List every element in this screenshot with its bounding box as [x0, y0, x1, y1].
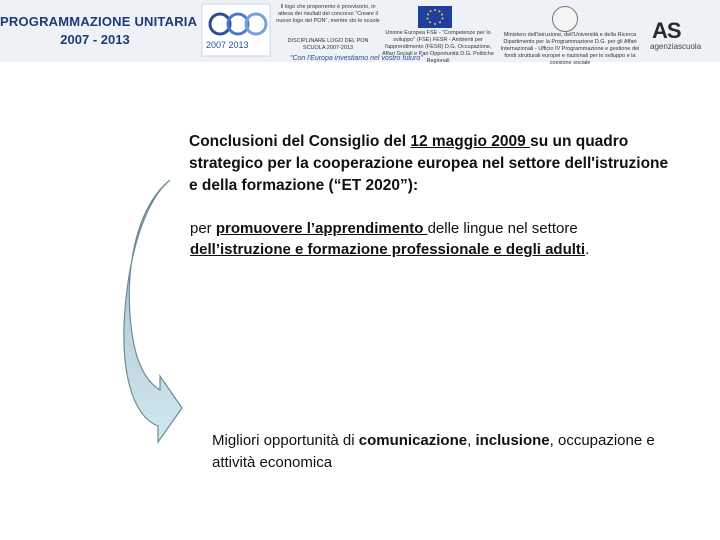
title-part-2: su un quadro strategico per la cooperazione europea nel settore dell'istruzione e della formazione (“ET 2020”): [189, 133, 669, 194]
title-part-1: Conclusioni del Consiglio del [189, 133, 411, 150]
purpose-part-3: delle lingue nel settore [427, 220, 578, 237]
as-logo: AS [652, 18, 681, 43]
pon-year: 2007 2013 [206, 40, 249, 50]
program-title: PROGRAMMAZIONE UNITARIA [0, 14, 198, 29]
purpose-sector: dell’istruzione e formazione professionale e degli adulti [190, 241, 586, 258]
italian-emblem-icon [552, 6, 578, 32]
ministry-text: Ministero dell'Istruzione, dell'Università e della Ricerca Dipartimento per la Programmazione D.G. per gli Affari Internazionali - Ufficio IV Programmazione e gestione dei fondi strutturali europei e nazionali per lo sviluppo e la coesione sociale [500, 32, 640, 66]
outcome-part-5: , occupazione e attività economica [212, 432, 655, 471]
eu-flag-icon [418, 6, 452, 28]
eu-text: Unione Europea FSE - "Competenze per lo sviluppo" (FSE) FESR - Ambienti per l'apprendimento (FESR) D.G. Occupazione, Affari Sociali e Pari Opportunità D.G. Politiche Regionali [382, 30, 494, 64]
outcome-paragraph [212, 430, 662, 473]
title-date: 12 maggio 2009 [410, 133, 531, 150]
pon-footer: DISCIPLINARE LOGO DEL PON SCUOLA 2007-2013 [287, 38, 369, 51]
purpose-paragraph [190, 218, 650, 260]
outcome-part-3: , [467, 432, 476, 449]
as-subtitle: agenziascuola [650, 42, 702, 51]
motto: "Con l'Europa investiamo nel vostro futuro" [290, 55, 423, 62]
purpose-part-5: . [585, 241, 590, 258]
program-years: 2007 - 2013 [60, 31, 130, 47]
logo-note: Il logo che proporremo è provvisorio, in attesa dei risultati del concorso "Creare il nuovo logo del PON", mentre sto le scuole [276, 4, 380, 24]
programmazione-logo [0, 14, 198, 47]
curved-arrow-icon [124, 180, 184, 445]
header-banner [0, 0, 720, 66]
council-conclusions-title [189, 131, 669, 197]
purpose-promote: promuovere l’apprendimento [215, 220, 428, 237]
outcome-part-1: Migliori opportunità di [212, 432, 359, 449]
outcome-inclusion: inclusione [475, 432, 550, 449]
purpose-part-1: per [190, 220, 216, 237]
outcome-communication: comunicazione [358, 432, 468, 449]
